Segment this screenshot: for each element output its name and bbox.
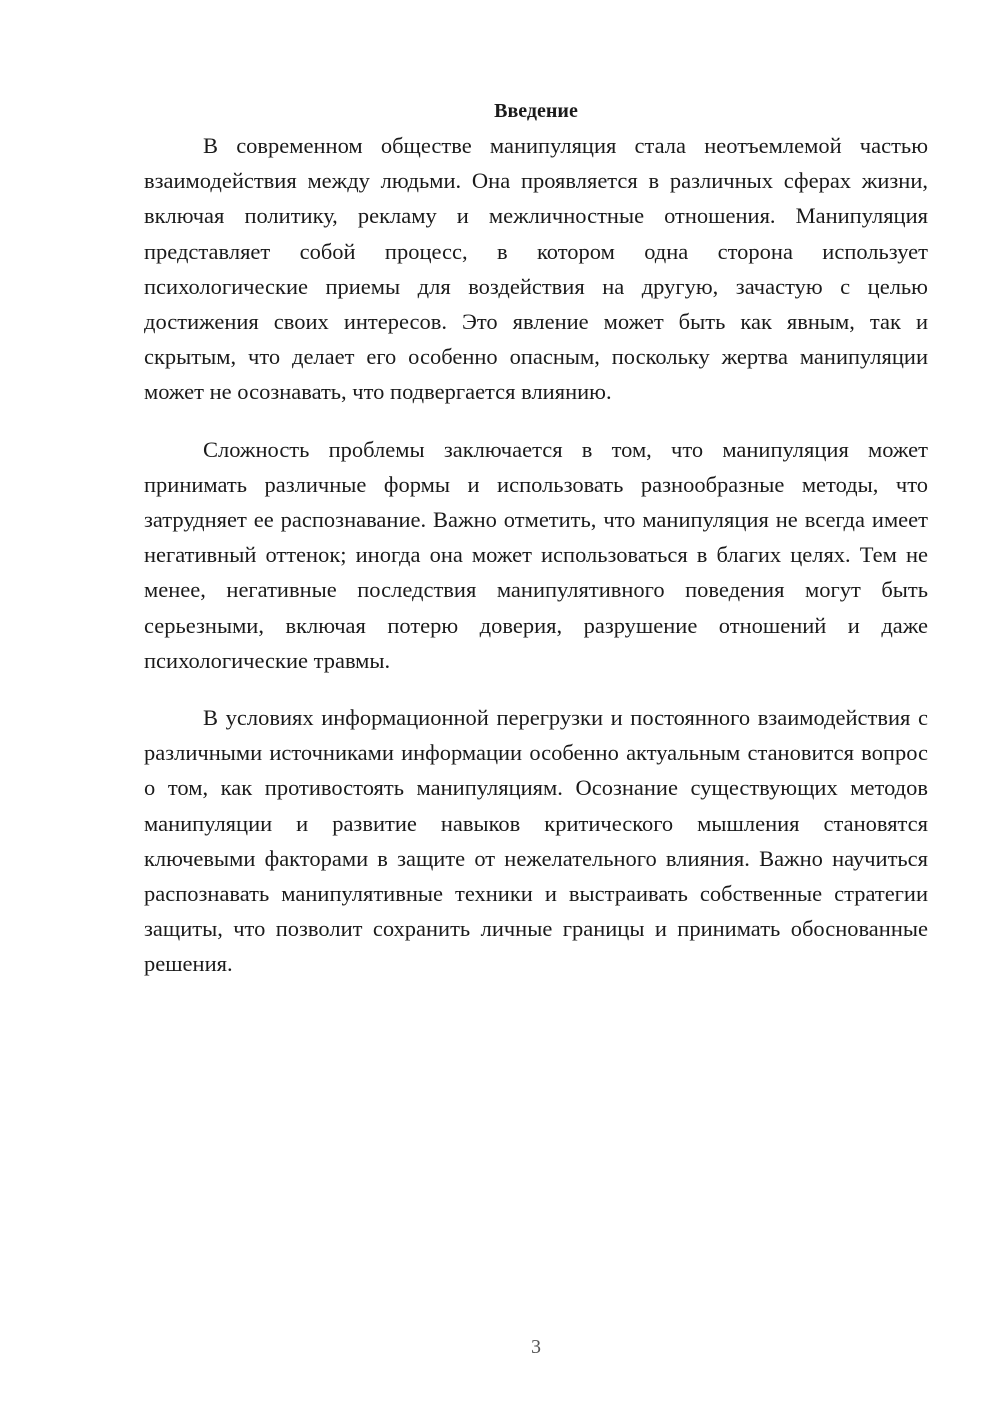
paragraph-1: В современном обществе манипуляция стала неотъемлемой частью взаимодействия между людьми. Она проявляется в различных сферах жизни, включая политику, рекламу и межличностные отношения. Манипуляция представляет собой процесс, в котором одна сторона использует психологические приемы для воздействия на другую, зачастую с целью достижения своих интересов. Это явление может быть как явным, так и скрытым, что делает его особенно опасным, поскольку жертва манипуляции может не осознавать, что подвергается влиянию. — [144, 133, 928, 405]
page-number: 3 — [531, 1336, 541, 1358]
section-heading: Введение — [494, 100, 578, 122]
paragraph-2: Сложность проблемы заключается в том, что манипуляция может принимать различные формы и использовать разнообразные методы, что затрудняет ее распознавание. Важно отметить, что манипуляция не всегда имеет негативный оттенок; иногда она может использоваться в благих целях. Тем не менее, негативные последствия манипулятивного поведения могут быть серьезными, включая потерю доверия, разрушение отношений и даже психологические травмы. — [144, 436, 928, 673]
page-content — [144, 96, 928, 1004]
paragraph-3: В условиях информационной перегрузки и постоянного взаимодействия с различными источниками информации особенно актуальным становится вопрос о том, как противостоять манипуляциям. Осознание существующих методов манипуляции и развитие навыков критического мышления становятся ключевыми факторами в защите от нежелательного влияния. Важно научиться распознавать манипулятивные техники и выстраивать собственные стратегии защиты, что позволит сохранить личные границы и принимать обоснованные решения. — [144, 705, 928, 977]
